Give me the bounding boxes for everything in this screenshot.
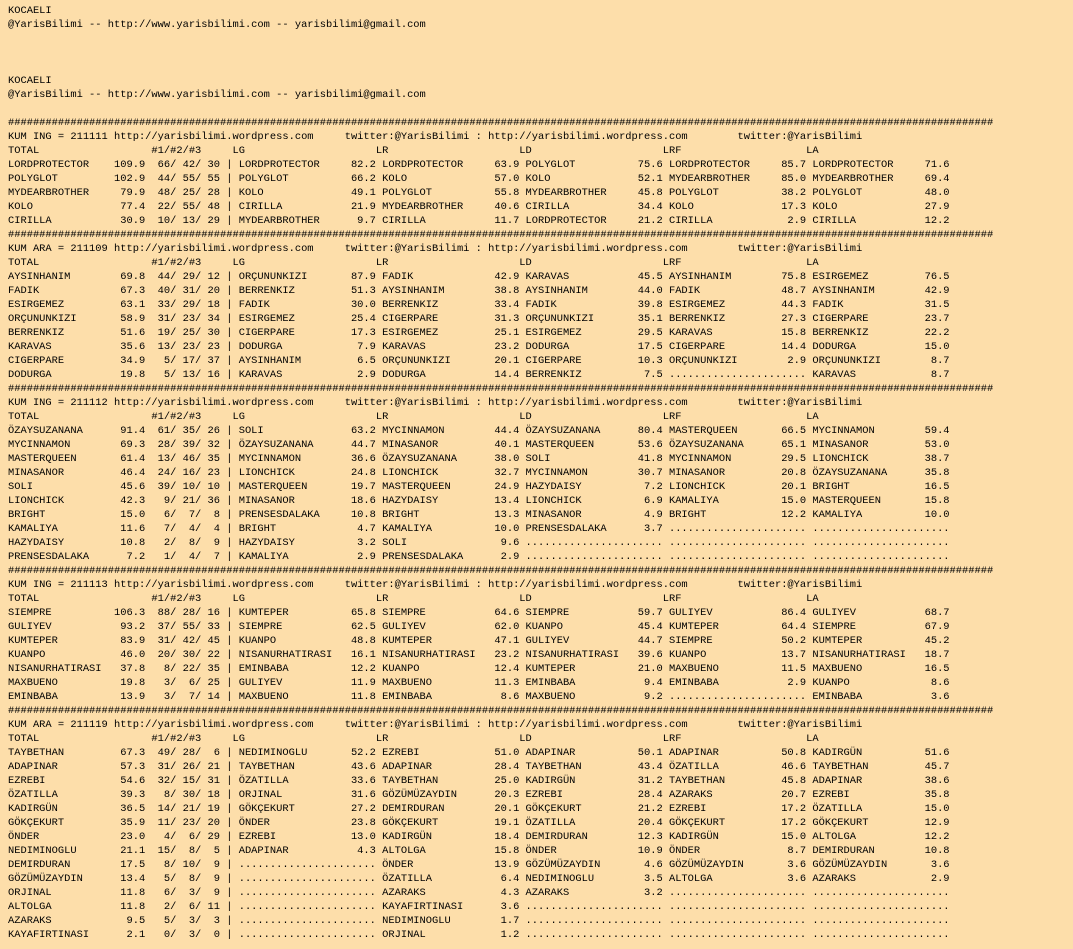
blank-line [8, 60, 1073, 74]
result-line: FADIK 67.3 40/ 31/ 20 | BERRENKIZ 51.3 AYSINHANIM 38.8 AYSINHANIM 44.0 FADIK 48.7 AYSINHANIM 42.9 [8, 285, 950, 297]
result-line: LIONCHICK 42.3 9/ 21/ 36 | MINASANOR 18.6 HAZYDAISY 13.4 LIONCHICK 6.9 KAMALIYA 15.0 MASTERQUEEN 15.8 [8, 495, 950, 507]
result-line: MYCINNAMON 69.3 28/ 39/ 32 | ÖZAYSUZANANA 44.7 MINASANOR 40.1 MASTERQUEEN 53.6 ÖZAYSUZANANA 65.1 MINASANOR 53.0 [8, 439, 950, 451]
result-line: GULIYEV 93.2 37/ 55/ 33 | SIEMPRE 62.5 GULIYEV 62.0 KUANPO 45.4 KUMTEPER 64.4 SIEMPRE 67.9 [8, 621, 950, 633]
result-line: @YarisBilimi -- http://www.yarisbilimi.com -- yarisbilimi@gmail.com [8, 89, 426, 101]
result-line: MASTERQUEEN 61.4 13/ 46/ 35 | MYCINNAMON 36.6 ÖZAYSUZANANA 38.0 SOLI 41.8 MYCINNAMON 29.5 LIONCHICK 38.7 [8, 453, 950, 465]
race-header-line: KUM ING = 211111 http://yarisbilimi.wordpress.com twitter:@YarisBilimi : http://yarisbilimi.wordpress.com twitter:@YarisBilimi [8, 131, 863, 143]
separator-line: ############################################################################################################################################################## [8, 383, 994, 395]
result-line: KUANPO 46.0 20/ 30/ 22 | NISANURHATIRASI 16.1 NISANURHATIRASI 23.2 NISANURHATIRASI 39.6 KUANPO 13.7 NISANURHATIRASI 18.7 [8, 649, 950, 661]
result-line: DODURGA 19.8 5/ 13/ 16 | KARAVAS 2.9 DODURGA 14.4 BERRENKIZ 7.5 ...................... KARAVAS 8.7 [8, 369, 950, 381]
column-header-line: TOTAL #1/#2/#3 LG LR LD LRF LA [8, 411, 819, 423]
result-line: KAMALIYA 11.6 7/ 4/ 4 | BRIGHT 4.7 KAMALIYA 10.0 PRENSESDALAKA 3.7 ...................... ...................... [8, 523, 950, 535]
result-line: POLYGLOT 102.9 44/ 55/ 55 | POLYGLOT 66.2 KOLO 57.0 KOLO 52.1 MYDEARBROTHER 85.0 MYDEARBROTHER 69.4 [8, 173, 950, 185]
result-line: NEDIMINOGLU 21.1 15/ 8/ 5 | ADAPINAR 4.3 ALTOLGA 15.8 ÖNDER 10.9 ÖNDER 8.7 DEMIRDURAN 10.8 [8, 845, 950, 857]
result-line: ORJINAL 11.8 6/ 3/ 9 | ...................... AZARAKS 4.3 AZARAKS 3.2 ...................... ...................... [8, 887, 950, 899]
result-line: SIEMPRE 106.3 88/ 28/ 16 | KUMTEPER 65.8 SIEMPRE 64.6 SIEMPRE 59.7 GULIYEV 86.4 GULIYEV 68.7 [8, 607, 950, 619]
result-line: GÖZÜMÜZAYDIN 13.4 5/ 8/ 9 | ...................... ÖZATILLA 6.4 NEDIMINOGLU 3.5 ALTOLGA 3.6 AZARAKS 2.9 [8, 873, 950, 885]
separator-line: ############################################################################################################################################################## [8, 565, 994, 577]
result-line: KOCAELI [8, 5, 52, 17]
result-line: MYDEARBROTHER 79.9 48/ 25/ 28 | KOLO 49.1 POLYGLOT 55.8 MYDEARBROTHER 45.8 POLYGLOT 38.2 POLYGLOT 48.0 [8, 187, 950, 199]
separator-line: ############################################################################################################################################################## [8, 705, 994, 717]
result-line: DEMIRDURAN 17.5 8/ 10/ 9 | ...................... ÖNDER 13.9 GÖZÜMÜZAYDIN 4.6 GÖZÜMÜZAYDIN 3.6 GÖZÜMÜZAYDIN 3.6 [8, 859, 950, 871]
blank-line [8, 46, 1073, 60]
result-line: ALTOLGA 11.8 2/ 6/ 11 | ...................... KAYAFIRTINASI 3.6 ...................... ...................... ...................... [8, 901, 950, 913]
result-line: SOLI 45.6 39/ 10/ 10 | MASTERQUEEN 19.7 MASTERQUEEN 24.9 HAZYDAISY 7.2 LIONCHICK 20.1 BRIGHT 16.5 [8, 481, 950, 493]
result-line: AYSINHANIM 69.8 44/ 29/ 12 | ORÇUNUNKIZI 87.9 FADIK 42.9 KARAVAS 45.5 AYSINHANIM 75.8 ESIRGEMEZ 76.5 [8, 271, 950, 283]
result-line: ADAPINAR 57.3 31/ 26/ 21 | TAYBETHAN 43.6 ADAPINAR 28.4 TAYBETHAN 43.4 ÖZATILLA 46.6 TAYBETHAN 45.7 [8, 761, 950, 773]
result-line: EZREBI 54.6 32/ 15/ 31 | ÖZATILLA 33.6 TAYBETHAN 25.0 KADIRGÜN 31.2 TAYBETHAN 45.8 ADAPINAR 38.6 [8, 775, 950, 787]
separator-line: ############################################################################################################################################################## [8, 229, 994, 241]
result-line: EMINBABA 13.9 3/ 7/ 14 | MAXBUENO 11.8 EMINBABA 8.6 MAXBUENO 9.2 ...................... EMINBABA 3.6 [8, 691, 950, 703]
result-line: BRIGHT 15.0 6/ 7/ 8 | PRENSESDALAKA 10.8 BRIGHT 13.3 MINASANOR 4.9 BRIGHT 12.2 KAMALIYA 10.0 [8, 509, 950, 521]
result-line: GÖKÇEKURT 35.9 11/ 23/ 20 | ÖNDER 23.8 GÖKÇEKURT 19.1 ÖZATILLA 20.4 GÖKÇEKURT 17.2 GÖKÇEKURT 12.9 [8, 817, 950, 829]
result-line: MINASANOR 46.4 24/ 16/ 23 | LIONCHICK 24.8 LIONCHICK 32.7 MYCINNAMON 30.7 MINASANOR 20.8 ÖZAYSUZANANA 35.8 [8, 467, 950, 479]
column-header-line: TOTAL #1/#2/#3 LG LR LD LRF LA [8, 733, 819, 745]
result-line: CIGERPARE 34.9 5/ 17/ 37 | AYSINHANIM 6.5 ORÇUNUNKIZI 20.1 CIGERPARE 10.3 ORÇUNUNKIZI 2.9 ORÇUNUNKIZI 8.7 [8, 355, 950, 367]
result-line: LORDPROTECTOR 109.9 66/ 42/ 30 | LORDPROTECTOR 82.2 LORDPROTECTOR 63.9 POLYGLOT 75.6 LORDPROTECTOR 85.7 LORDPROTECTOR 71.6 [8, 159, 950, 171]
result-line: ÖNDER 23.0 4/ 6/ 29 | EZREBI 13.0 KADIRGÜN 18.4 DEMIRDURAN 12.3 KADIRGÜN 15.0 ALTOLGA 12.2 [8, 831, 950, 843]
separator-line: ############################################################################################################################################################## [8, 117, 994, 129]
result-line: ÖZATILLA 39.3 8/ 30/ 18 | ORJINAL 31.6 GÖZÜMÜZAYDIN 20.3 EZREBI 28.4 AZARAKS 20.7 EZREBI 35.8 [8, 789, 950, 801]
result-line: KAYAFIRTINASI 2.1 0/ 3/ 0 | ...................... ORJINAL 1.2 ...................... ...................... ...................... [8, 929, 950, 941]
result-line: KARAVAS 35.6 13/ 23/ 23 | DODURGA 7.9 KARAVAS 23.2 DODURGA 17.5 CIGERPARE 14.4 DODURGA 15.0 [8, 341, 950, 353]
race-header-line: KUMTEPER 83.9 31/ 42/ 45 | KUANPO 48.8 KUMTEPER 47.1 GULIYEV 44.7 SIEMPRE 50.2 KUMTEPER 45.2 [8, 635, 950, 647]
column-header-line: TOTAL #1/#2/#3 LG LR LD LRF LA [8, 145, 819, 157]
blank-line [8, 32, 1073, 46]
result-line: KOCAELI [8, 75, 52, 87]
result-line: ORÇUNUNKIZI 58.9 31/ 23/ 34 | ESIRGEMEZ 25.4 CIGERPARE 31.3 ORÇUNUNKIZI 35.1 BERRENKIZ 27.3 CIGERPARE 23.7 [8, 313, 950, 325]
blank-line [8, 102, 1073, 116]
column-header-line: TOTAL #1/#2/#3 LG LR LD LRF LA [8, 593, 819, 605]
result-line: BERRENKIZ 51.6 19/ 25/ 30 | CIGERPARE 17.3 ESIRGEMEZ 25.1 ESIRGEMEZ 29.5 KARAVAS 15.8 BERRENKIZ 22.2 [8, 327, 950, 339]
race-header-line: KUM ARA = 211119 http://yarisbilimi.wordpress.com twitter:@YarisBilimi : http://yarisbilimi.wordpress.com twitter:@YarisBilimi [8, 719, 863, 731]
column-header-line: TOTAL #1/#2/#3 LG LR LD LRF LA [8, 257, 819, 269]
result-line: KADIRGÜN 36.5 14/ 21/ 19 | GÖKÇEKURT 27.2 DEMIRDURAN 20.1 GÖKÇEKURT 21.2 EZREBI 17.2 ÖZATILLA 15.0 [8, 803, 950, 815]
race-header-line: KUM ING = 211113 http://yarisbilimi.wordpress.com twitter:@YarisBilimi : http://yarisbilimi.wordpress.com twitter:@YarisBilimi [8, 579, 863, 591]
result-line: ÖZAYSUZANANA 91.4 61/ 35/ 26 | SOLI 63.2 MYCINNAMON 44.4 ÖZAYSUZANANA 80.4 MASTERQUEEN 66.5 MYCINNAMON 59.4 [8, 425, 950, 437]
result-line: AZARAKS 9.5 5/ 3/ 3 | ...................... NEDIMINOGLU 1.7 ...................... ...................... ...................... [8, 915, 950, 927]
result-line: KOLO 77.4 22/ 55/ 48 | CIRILLA 21.9 MYDEARBROTHER 40.6 CIRILLA 34.4 KOLO 17.3 KOLO 27.9 [8, 201, 950, 213]
result-line: TAYBETHAN 67.3 49/ 28/ 6 | NEDIMINOGLU 52.2 EZREBI 51.0 ADAPINAR 50.1 ADAPINAR 50.8 KADIRGÜN 51.6 [8, 747, 950, 759]
result-line: CIRILLA 30.9 10/ 13/ 29 | MYDEARBROTHER 9.7 CIRILLA 11.7 LORDPROTECTOR 21.2 CIRILLA 2.9 CIRILLA 12.2 [8, 215, 950, 227]
result-line: @YarisBilimi -- http://www.yarisbilimi.com -- yarisbilimi@gmail.com [8, 19, 426, 31]
race-header-line: KUM ING = 211112 http://yarisbilimi.wordpress.com twitter:@YarisBilimi : http://yarisbilimi.wordpress.com twitter:@YarisBilimi [8, 397, 863, 409]
result-line: PRENSESDALAKA 7.2 1/ 4/ 7 | KAMALIYA 2.9 PRENSESDALAKA 2.9 ...................... ...................... ...................... [8, 551, 950, 563]
race-header-line: KUM ARA = 211109 http://yarisbilimi.wordpress.com twitter:@YarisBilimi : http://yarisbilimi.wordpress.com twitter:@YarisBilimi [8, 243, 863, 255]
result-line: NISANURHATIRASI 37.8 8/ 22/ 35 | EMINBABA 12.2 KUANPO 12.4 KUMTEPER 21.0 MAXBUENO 11.5 MAXBUENO 16.5 [8, 663, 950, 675]
result-line: ESIRGEMEZ 63.1 33/ 29/ 18 | FADIK 30.0 BERRENKIZ 33.4 FADIK 39.8 ESIRGEMEZ 44.3 FADIK 31.5 [8, 299, 950, 311]
result-line: MAXBUENO 19.8 3/ 6/ 25 | GULIYEV 11.9 MAXBUENO 11.3 EMINBABA 9.4 EMINBABA 2.9 KUANPO 8.6 [8, 677, 950, 689]
result-line: HAZYDAISY 10.8 2/ 8/ 9 | HAZYDAISY 3.2 SOLI 9.6 ...................... ...................... ...................... [8, 537, 950, 549]
